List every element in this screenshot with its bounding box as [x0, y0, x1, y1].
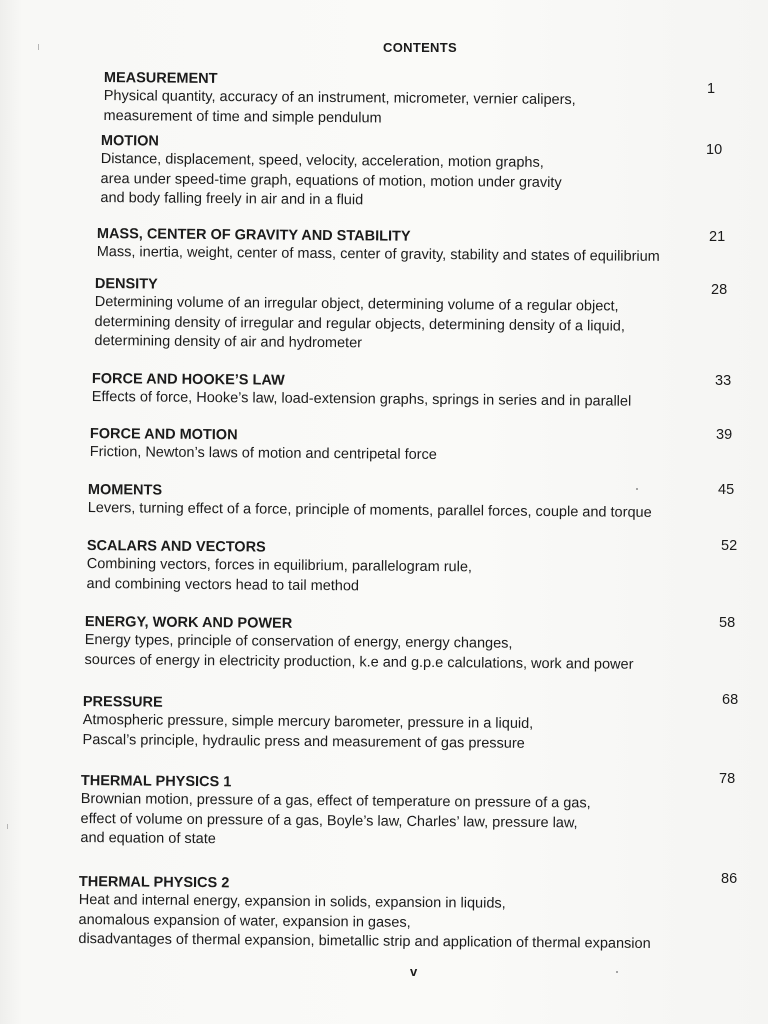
- entry-description: [78, 891, 758, 955]
- toc-entry: [94, 275, 768, 357]
- entry-description-line: effect of volume on pressure of a gas, Boyle’s law, Charles’ law, pressure law,: [80, 810, 578, 831]
- entry-title: MEASUREMENT: [103, 69, 218, 87]
- entry-description-line: Determining volume of an irregular object, determining volume of a regular object,: [94, 293, 619, 315]
- toc-entry: [88, 481, 768, 524]
- entry-description-line: measurement of time and simple pendulum: [103, 107, 382, 126]
- entry-description-line: Combining vectors, forces in equilibrium, parallelogram rule,: [86, 555, 473, 576]
- entry-description-line: Physical quantity, accuracy of an instrument, micrometer, vernier calipers,: [103, 87, 576, 109]
- scan-speck: [636, 488, 638, 490]
- entry-description-line: Atmospheric pressure, simple mercury barometer, pressure in a liquid,: [82, 711, 534, 732]
- entry-title: MASS, CENTER OF GRAVITY AND STABILITY: [96, 225, 411, 245]
- entry-page-number: 39: [716, 427, 733, 443]
- toc-entry: [92, 370, 768, 413]
- entry-title: MOMENTS: [87, 481, 163, 499]
- entry-page-number: 21: [709, 229, 726, 245]
- entry-title: MOTION: [100, 132, 159, 150]
- entry-description-line: determining density of irregular and regular objects, determining density of a liquid,: [94, 313, 626, 335]
- entry-description-line: and equation of state: [80, 829, 216, 848]
- contents-heading: CONTENTS: [383, 40, 457, 55]
- entry-page-number: 33: [715, 373, 732, 389]
- toc-entry: [85, 613, 765, 676]
- toc-entry: [78, 873, 759, 955]
- entry-description: [94, 293, 768, 357]
- toc-entry: [97, 225, 768, 268]
- entry-description-line: anomalous expansion of water, expansion in gases,: [78, 911, 411, 931]
- toc-entry: [87, 537, 767, 600]
- entry-title: PRESSURE: [82, 693, 163, 711]
- entry-description-line: Distance, displacement, speed, velocity, acceleration, motion graphs,: [100, 150, 544, 171]
- entry-description-line: and combining vectors head to tail method: [86, 575, 360, 594]
- entry-description: [85, 631, 765, 676]
- entry-page-number: 52: [721, 538, 738, 554]
- entry-description-line: determining density of air and hydrometer: [94, 332, 363, 352]
- entry-title: THERMAL PHYSICS 1: [80, 772, 232, 791]
- entry-page-number: 10: [706, 142, 723, 158]
- toc-entry: [100, 132, 768, 214]
- page-footer-numeral: v: [410, 964, 418, 979]
- entry-title: DENSITY: [94, 275, 158, 293]
- entry-description-line: sources of energy in electricity production, k.e and g.p.e calculations, work and power: [84, 651, 634, 673]
- entry-page-number: 1: [707, 81, 716, 97]
- toc-entry: [90, 425, 768, 468]
- scan-speck: [616, 971, 618, 973]
- entry-description-line: Friction, Newton’s laws of motion and centripetal force: [89, 443, 437, 464]
- entry-description: [83, 711, 763, 756]
- entry-description: [87, 555, 767, 600]
- scan-speck: [7, 824, 8, 829]
- entry-page-number: 68: [722, 692, 739, 708]
- entry-description-line: Effects of force, Hooke’s law, load-extension graphs, springs in series and in parallel: [91, 388, 632, 410]
- entry-description-line: and body falling freely in air and in a fluid: [100, 189, 364, 209]
- scan-speck: [38, 44, 39, 50]
- entry-title: FORCE AND MOTION: [89, 425, 238, 444]
- toc-entry: [83, 693, 763, 756]
- entry-page-number: 58: [719, 615, 736, 631]
- entry-title: THERMAL PHYSICS 2: [78, 873, 230, 892]
- entry-page-number: 86: [721, 871, 738, 887]
- entry-title: ENERGY, WORK AND POWER: [84, 613, 293, 632]
- entry-title: FORCE AND HOOKE’S LAW: [91, 370, 285, 389]
- entry-description-line: disadvantages of thermal expansion, bimetallic strip and application of thermal expansion: [78, 930, 651, 952]
- entry-description: [80, 790, 760, 854]
- entry-page-number: 78: [719, 771, 736, 787]
- entry-description: [100, 150, 768, 214]
- entry-page-number: 45: [718, 482, 735, 498]
- entry-page-number: 28: [711, 282, 728, 298]
- entry-description-line: Brownian motion, pressure of a gas, effect of temperature on pressure of a gas,: [80, 790, 591, 812]
- toc-entry: [104, 69, 768, 132]
- entry-description-line: Mass, inertia, weight, center of mass, center of gravity, stability and states of equilibrium: [96, 243, 660, 265]
- entry-description-line: Energy types, principle of conservation of energy, energy changes,: [84, 631, 513, 652]
- entry-description-line: Heat and internal energy, expansion in solids, expansion in liquids,: [78, 891, 506, 912]
- entry-description-line: Pascal’s principle, hydraulic press and measurement of gas pressure: [82, 731, 525, 752]
- entry-description-line: Levers, turning effect of a force, principle of moments, parallel forces, couple and torque: [87, 499, 652, 521]
- toc-entry: [80, 772, 761, 854]
- entry-description: [104, 87, 768, 132]
- entry-title: SCALARS AND VECTORS: [86, 537, 266, 556]
- entry-description-line: area under speed-time graph, equations of motion, motion under gravity: [100, 170, 562, 191]
